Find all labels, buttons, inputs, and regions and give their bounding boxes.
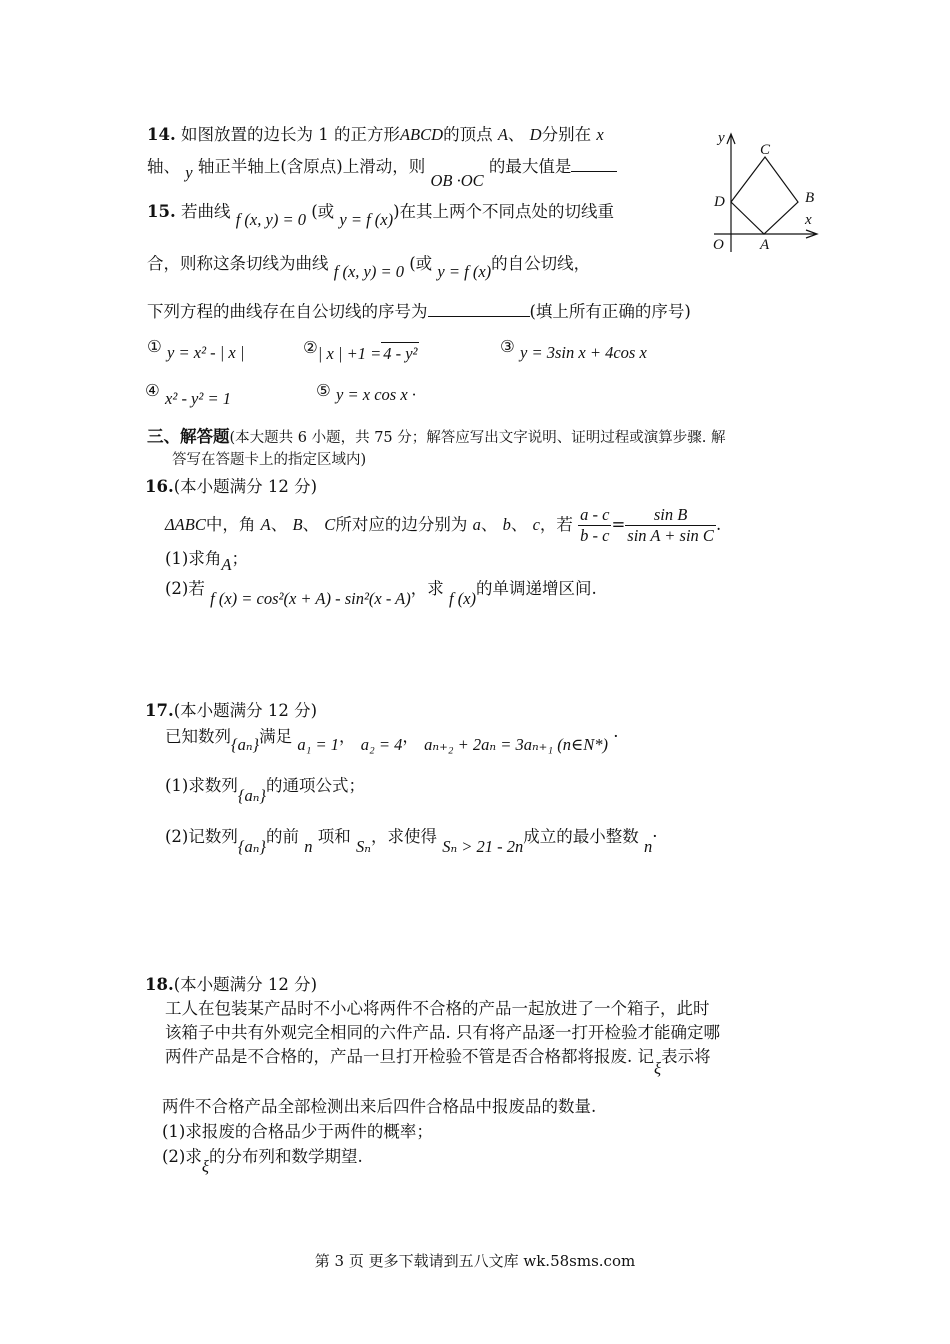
sqrt-radicand: 4 - y² bbox=[383, 344, 418, 363]
q18-line4: 两件不合格产品全部检测出来后四件合格品中报废品的数量. bbox=[162, 1097, 597, 1116]
q17-statement: 已知数列{aₙ}满足 a₁ = 1， a₂ = 4， aₙ₊₂ + 2aₙ = 3aₙ₊₁ (n∈N*) · bbox=[165, 727, 619, 754]
q14-line1: 14. 如图放置的边长为 1 的正方形ABCD的顶点 A、 D分别在 x bbox=[147, 125, 604, 144]
fig-label-x: x bbox=[805, 212, 812, 228]
part3-note-line2: 答写在答题卡上的指定区域内) bbox=[172, 452, 367, 468]
q16-statement: ΔABC中，角 A、 B、 C所对应的边分别为 a、 b、 c，若 $\frac{a - c}{b - c}$ = $\frac{\text{sin B}}{\text{sin A + sin C}}$ . bbox=[165, 505, 722, 545]
q15-option2: ②| x | +1 = 4 - y² bbox=[303, 338, 418, 363]
q18-header: 18.(本小题满分 12 分) bbox=[145, 975, 318, 994]
q17-header: 17.(本小题满分 12 分) bbox=[145, 701, 318, 720]
q14-answer-blank[interactable] bbox=[571, 155, 617, 172]
q18-part1: (1)求报废的合格品少于两件的概率； bbox=[162, 1122, 433, 1141]
q15-options-row1: ① y = x² - | x | bbox=[147, 337, 245, 362]
q17-part2: (2)记数列{aₙ}的前 n 项和 Sₙ，求使得 Sₙ > 21 - 2n成立的最小整数 n· bbox=[165, 827, 658, 856]
q18-line1: 工人在包装某产品时不小心将两件不合格的产品一起放进了一个箱子，此时 bbox=[165, 999, 710, 1018]
q15-option5: ⑤ y = x cos x · bbox=[316, 381, 416, 404]
fig-label-o: O bbox=[713, 237, 724, 253]
q15-option4: ④ x² - y² = 1 bbox=[145, 381, 231, 408]
fig-label-b: B bbox=[805, 190, 815, 206]
q15-line3: 下列方程的曲线存在自公切线的序号为 (填上所有正确的序号) bbox=[147, 302, 691, 321]
q18-part2: (2)求ξ的分布列和数学期望. bbox=[162, 1147, 363, 1176]
q15-answer-blank[interactable] bbox=[428, 300, 530, 317]
q15-line1: 15. 若曲线 f (x, y) = 0 (或 y = f (x))在其上两个不同点处的切线重 bbox=[147, 202, 615, 229]
q16-header: 16.(本小题满分 12 分) bbox=[145, 477, 318, 496]
q15-number: 15. bbox=[147, 202, 176, 221]
fig-label-y: y bbox=[718, 130, 725, 146]
fig-label-c: C bbox=[760, 142, 771, 158]
square-abcd bbox=[731, 157, 798, 234]
fraction-right: $\frac{\text{sin B}}{\text{sin A + sin C}}$ bbox=[627, 505, 714, 545]
fig-label-d: D bbox=[714, 194, 725, 210]
fraction-left: $\frac{a - c}{b - c}$ bbox=[580, 505, 610, 545]
fig-label-a: A bbox=[760, 237, 770, 253]
part3-heading: 三、解答题(本大题共 6 小题，共 75 分；解答应写出文字说明、证明过程或演算步骤. 解 bbox=[147, 427, 726, 446]
q14-figure bbox=[700, 122, 830, 257]
q14-line2: 轴、 y 轴正半轴上(含原点)上滑动，则 OB ·OC 的最大值是 bbox=[147, 155, 617, 178]
page-footer: 第 3 页 更多下载请到五八文库 wk.58sms.com bbox=[314, 1252, 636, 1270]
q16-part2: (2)若 f (x) = cos²(x + A) - sin²(x - A)，求 f (x)的单调递增区间. bbox=[165, 579, 597, 608]
q17-part1: (1)求数列{aₙ}的通项公式； bbox=[165, 776, 366, 805]
q14-number: 14. bbox=[147, 125, 176, 144]
q15-option3: ③ y = 3sin x + 4cos x bbox=[500, 337, 647, 362]
q18-line2: 该箱子中共有外观完全相同的六件产品. 只有将产品逐一打开检验才能确定哪 bbox=[165, 1023, 720, 1042]
q15-line2: 合，则称这条切线为曲线 f (x, y) = 0 (或 y = f (x)的自公切线， bbox=[147, 254, 591, 281]
q18-line3: 两件产品是不合格的，产品一旦打开检验不管是否合格都将报废. 记ξ表示将 bbox=[165, 1047, 711, 1078]
q16-part1: (1)求角A； bbox=[165, 549, 248, 574]
